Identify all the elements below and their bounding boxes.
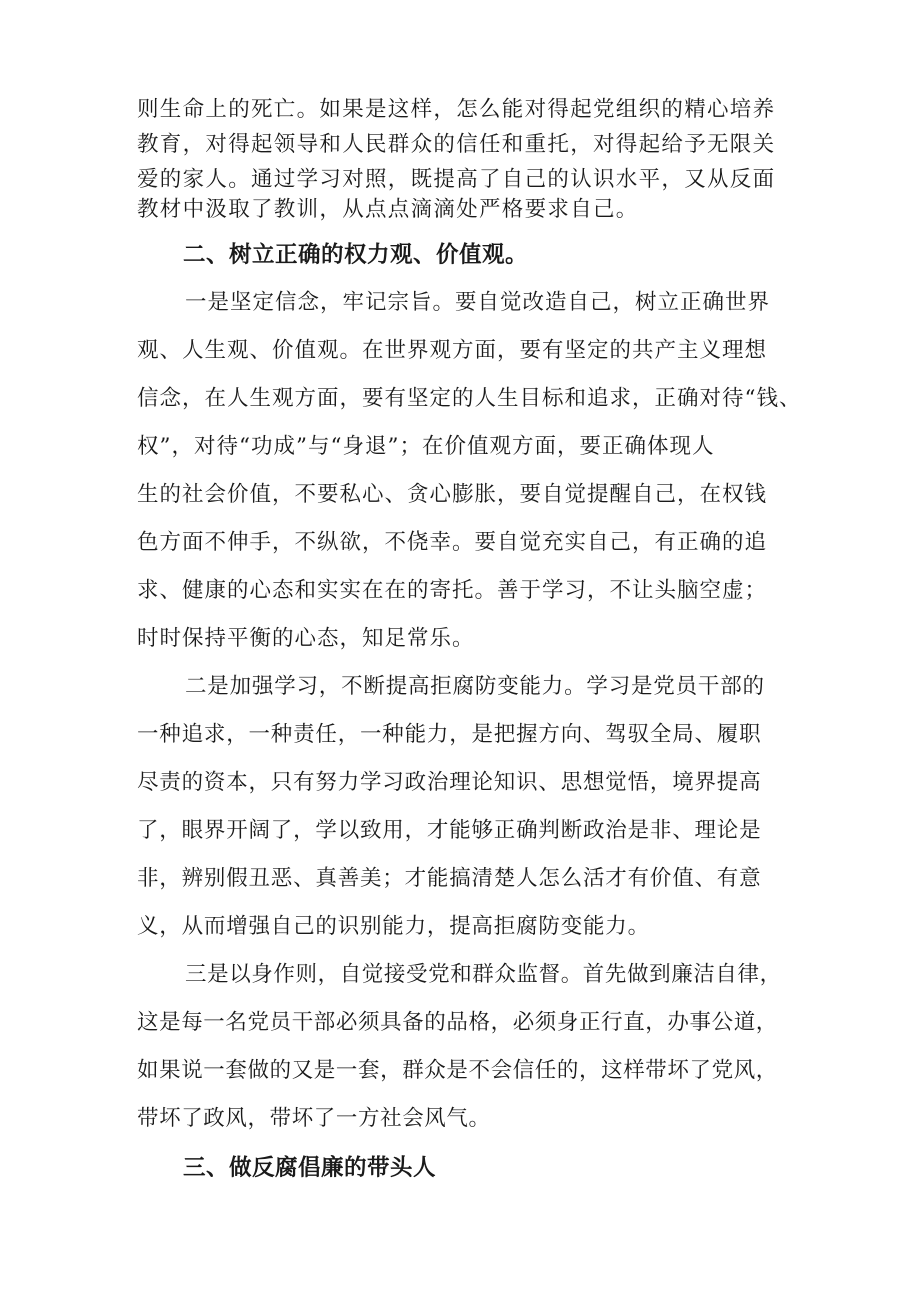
section-heading-2: 二、树立正确的权力观、价值观。: [183, 242, 529, 268]
text-line: 三是以身作则，自觉接受党和群众监督。首先做到廉洁自律，: [185, 962, 782, 987]
text-line: 尽责的资本，只有努力学习政治理论知识、思想觉悟，境界提高: [137, 770, 762, 795]
text-line: 非，辨别假丑恶、真善美；才能搞清楚人怎么活才有价值、有意: [137, 866, 762, 891]
text-line: 则生命上的死亡。如果是这样，怎么能对得起党组织的精心培养: [137, 97, 776, 122]
text-line: 时时保持平衡的心态，知足常乐。: [137, 626, 475, 651]
text-line: 一是坚定信念，牢记宗旨。要自觉改造自己，树立正确世界: [185, 290, 771, 315]
text-line: 生的社会价值，不要私心、贪心膨胀，要自觉提醒自己，在权钱: [137, 482, 768, 507]
text-line: 带坏了政风，带坏了一方社会风气。: [137, 1106, 491, 1131]
text-line: 一种追求，一种责任，一种能力，是把握方向、驾驭全局、履职: [137, 722, 762, 747]
section-heading-3: 三、做反腐倡廉的带头人: [183, 1155, 437, 1181]
text-line: 求、健康的心态和实实在在的寄托。善于学习，不让头脑空虚；: [137, 578, 768, 603]
text-line: 二是加强学习，不断提高拒腐防变能力。学习是党员干部的: [185, 674, 765, 699]
text-line: 色方面不伸手，不纵欲，不侥幸。要自觉充实自己，有正确的追: [137, 530, 768, 555]
text-line: 观、人生观、价值观。在世界观方面，要有坚定的共产主义理想: [137, 338, 768, 363]
text-line: 了，眼界开阔了，学以致用，才能够正确判断政治是非、理论是: [137, 818, 762, 843]
text-line: 义，从而增强自己的识别能力，提高拒腐防变能力。: [137, 914, 650, 939]
text-line: 教材中汲取了教训，从点点滴滴处严格要求自己。: [137, 197, 639, 222]
text-line: 这是每一名党员干部必须具备的品格，必须身正行直，办事公道，: [137, 1010, 778, 1035]
text-line: 爱的家人。通过学习对照，既提高了自己的认识水平，又从反面: [137, 167, 776, 192]
text-line: 教育，对得起领导和人民群众的信任和重托，对得起给予无限关: [137, 132, 776, 157]
text-line: 权”，对待“功成”与“身退”；在价值观方面，要正确体现人: [137, 434, 715, 459]
text-line: 如果说一套做的又是一套，群众是不会信任的，这样带坏了党风，: [137, 1058, 778, 1083]
text-line: 信念，在人生观方面，要有坚定的人生目标和追求，正确对待“钱、: [137, 386, 802, 411]
